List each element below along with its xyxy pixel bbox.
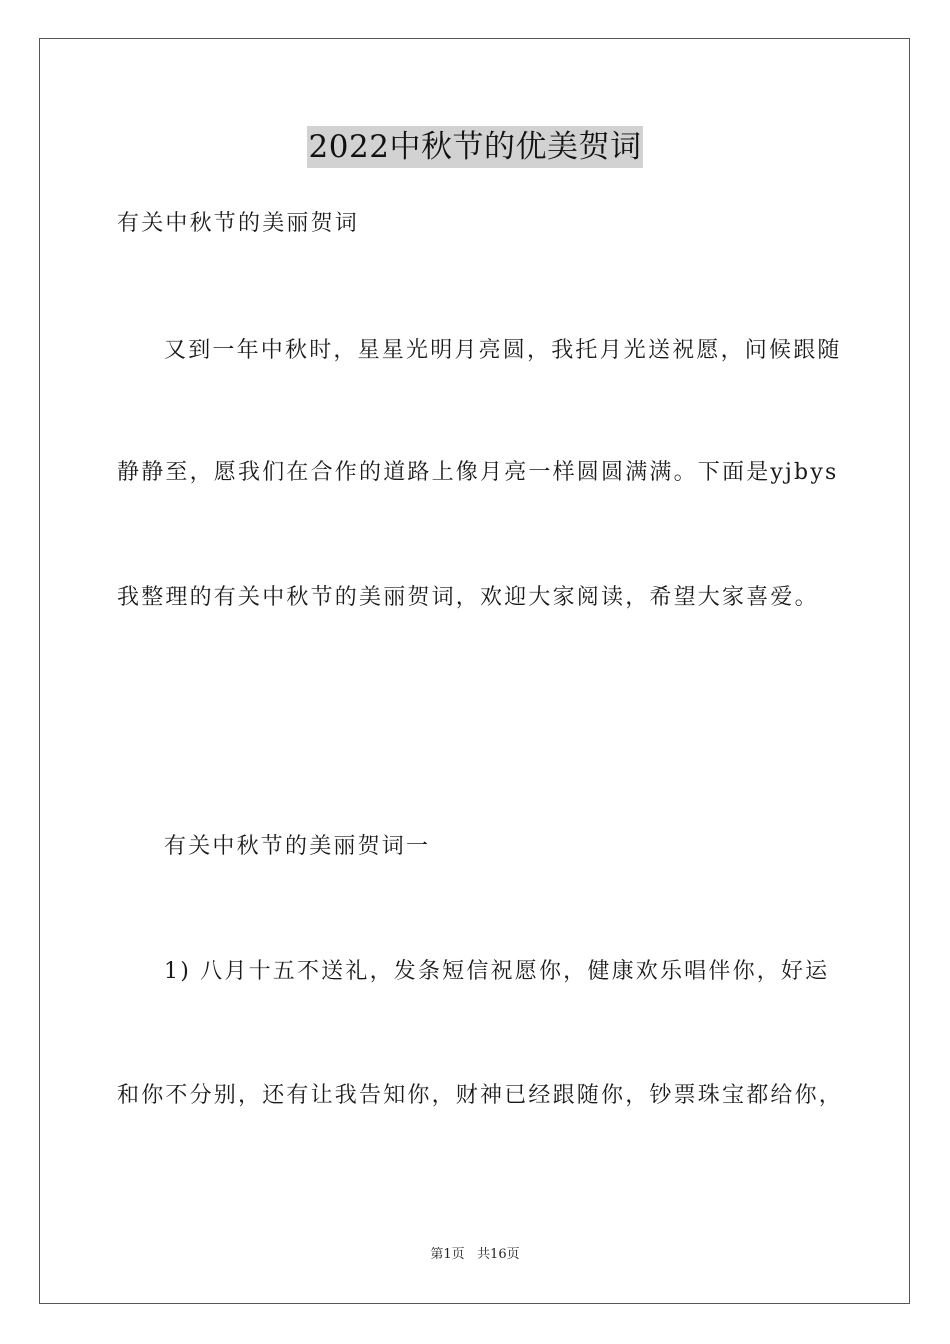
page-footer: 第1页 共16页	[430, 1247, 520, 1262]
intro-line-1: 又到一年中秋时，星星光明月亮圆，我托月光送祝愿，问候跟随	[164, 338, 842, 363]
document-title: 2022中秋节的优美贺词	[307, 126, 644, 168]
item-line-2: 和你不分别，还有让我告知你，财神已经跟随你，钞票珠宝都给你，	[117, 1083, 844, 1108]
section-heading: 有关中秋节的美丽贺词一	[164, 834, 431, 859]
item-line-1: 1) 八月十五不送礼，发条短信祝愿你，健康欢乐唱伴你，好运	[164, 959, 830, 984]
title-wrapper	[0, 126, 950, 168]
subtitle: 有关中秋节的美丽贺词	[117, 211, 360, 236]
intro-line-2: 静静至，愿我们在合作的道路上像月亮一样圆圆满满。下面是yjbys	[117, 460, 839, 485]
intro-line-3: 我整理的有关中秋节的美丽贺词，欢迎大家阅读，希望大家喜爱。	[117, 585, 819, 610]
